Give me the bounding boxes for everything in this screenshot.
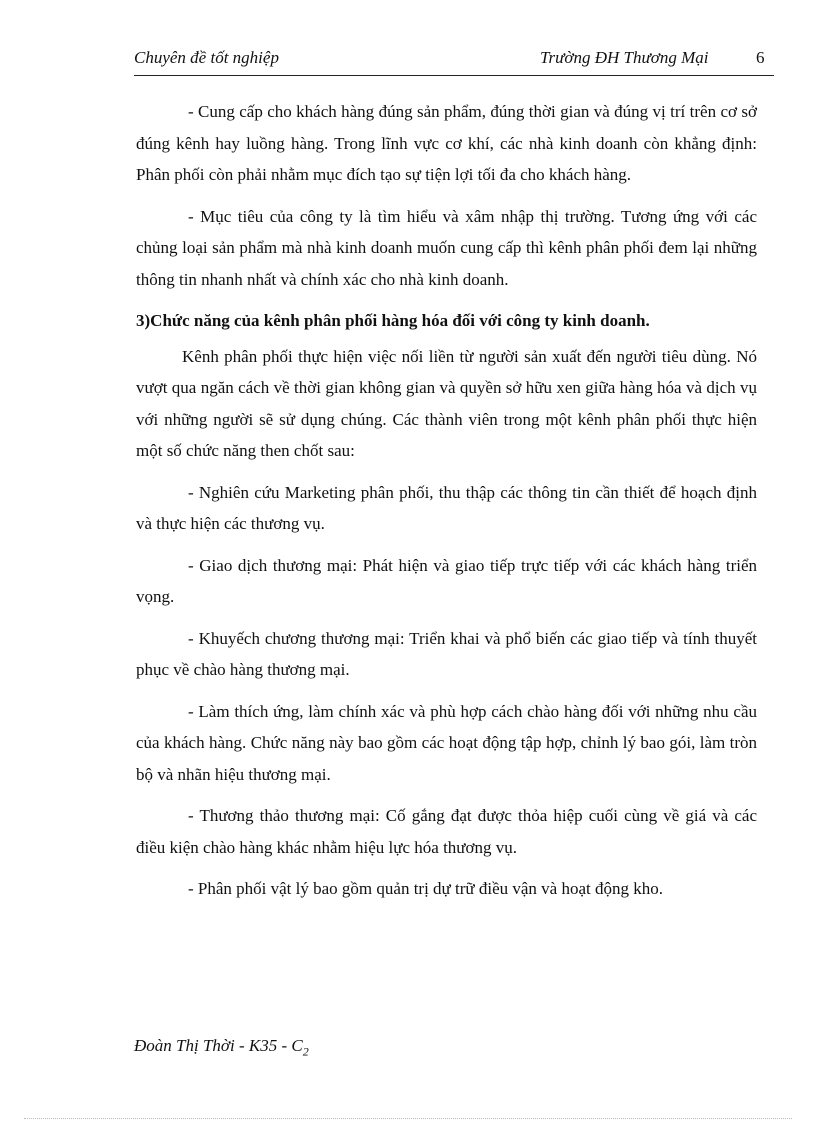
function-item: - Giao dịch thương mại: Phát hiện và giao tiếp trực tiếp với các khách hàng triển vọng. [136, 555, 757, 606]
function-item: - Khuyếch chương thương mại: Triển khai và phổ biến các giao tiếp và tính thuyết phục về chào hàng thương mại. [136, 628, 757, 679]
function-item: - Nghiên cứu Marketing phân phối, thu thập các thông tin cần thiết để hoạch định và thực hiện các thương vụ. [136, 482, 757, 533]
document-body [136, 96, 757, 915]
footer-subscript: 2 [302, 1044, 309, 1059]
header-university: Trường ĐH Thương Mại [540, 48, 709, 67]
section-intro: Kênh phân phối thực hiện việc nối liền từ người sản xuất đến người tiêu dùng. Nó vượt qua ngăn cách về thời gian không gian và quyền sở hữu xen giữa hàng hóa và dịch vụ với những người sẽ sử dụng chúng. Các thành viên trong một kênh phân phối thực hiện một số chức năng then chốt sau: [136, 346, 757, 460]
header-thesis-title: Chuyên đề tốt nghiệp [134, 48, 279, 67]
function-item: - Làm thích ứng, làm chính xác và phù hợp cách chào hàng đối với những nhu cầu của khách hàng. Chức năng này bao gồm các hoạt động tập hợp, chỉnh lý bao gói, làm tròn bộ và nhãn hiệu thương mại. [136, 701, 757, 784]
header-rule [134, 75, 774, 76]
function-item: - Thương thảo thương mại: Cố gắng đạt được thỏa hiệp cuối cùng về giá và các điều kiện chào hàng khác nhằm hiệu lực hóa thương vụ. [136, 806, 757, 857]
page-bottom-border [24, 1118, 792, 1119]
page-number: 6 [756, 48, 765, 67]
footer-author: Đoàn Thị Thời - K35 - C [134, 1036, 303, 1055]
paragraph: - Cung cấp cho khách hàng đúng sản phẩm, đúng thời gian và đúng vị trí trên cơ sở đúng kênh hay luồng hàng. Trong lĩnh vực cơ khí, các nhà kinh doanh còn khẳng định: Phân phối còn phải nhằm mục đích tạo sự tiện lợi tối đa cho khách hàng. [136, 102, 757, 184]
function-item: - Phân phối vật lý bao gồm quản trị dự trữ điều vận và hoạt động kho. [188, 879, 663, 898]
paragraph: - Mục tiêu của công ty là tìm hiểu và xâm nhập thị trường. Tương ứng với các chủng loại sản phẩm mà nhà kinh doanh muốn cung cấp thì kênh phân phối đem lại những thông tin nhanh nhất và chính xác cho nhà kinh doanh. [136, 206, 757, 289]
page-header [134, 48, 774, 74]
section-heading: 3)Chức năng của kênh phân phối hàng hóa đối với công ty kinh doanh. [136, 311, 650, 330]
page-footer [134, 1036, 309, 1059]
